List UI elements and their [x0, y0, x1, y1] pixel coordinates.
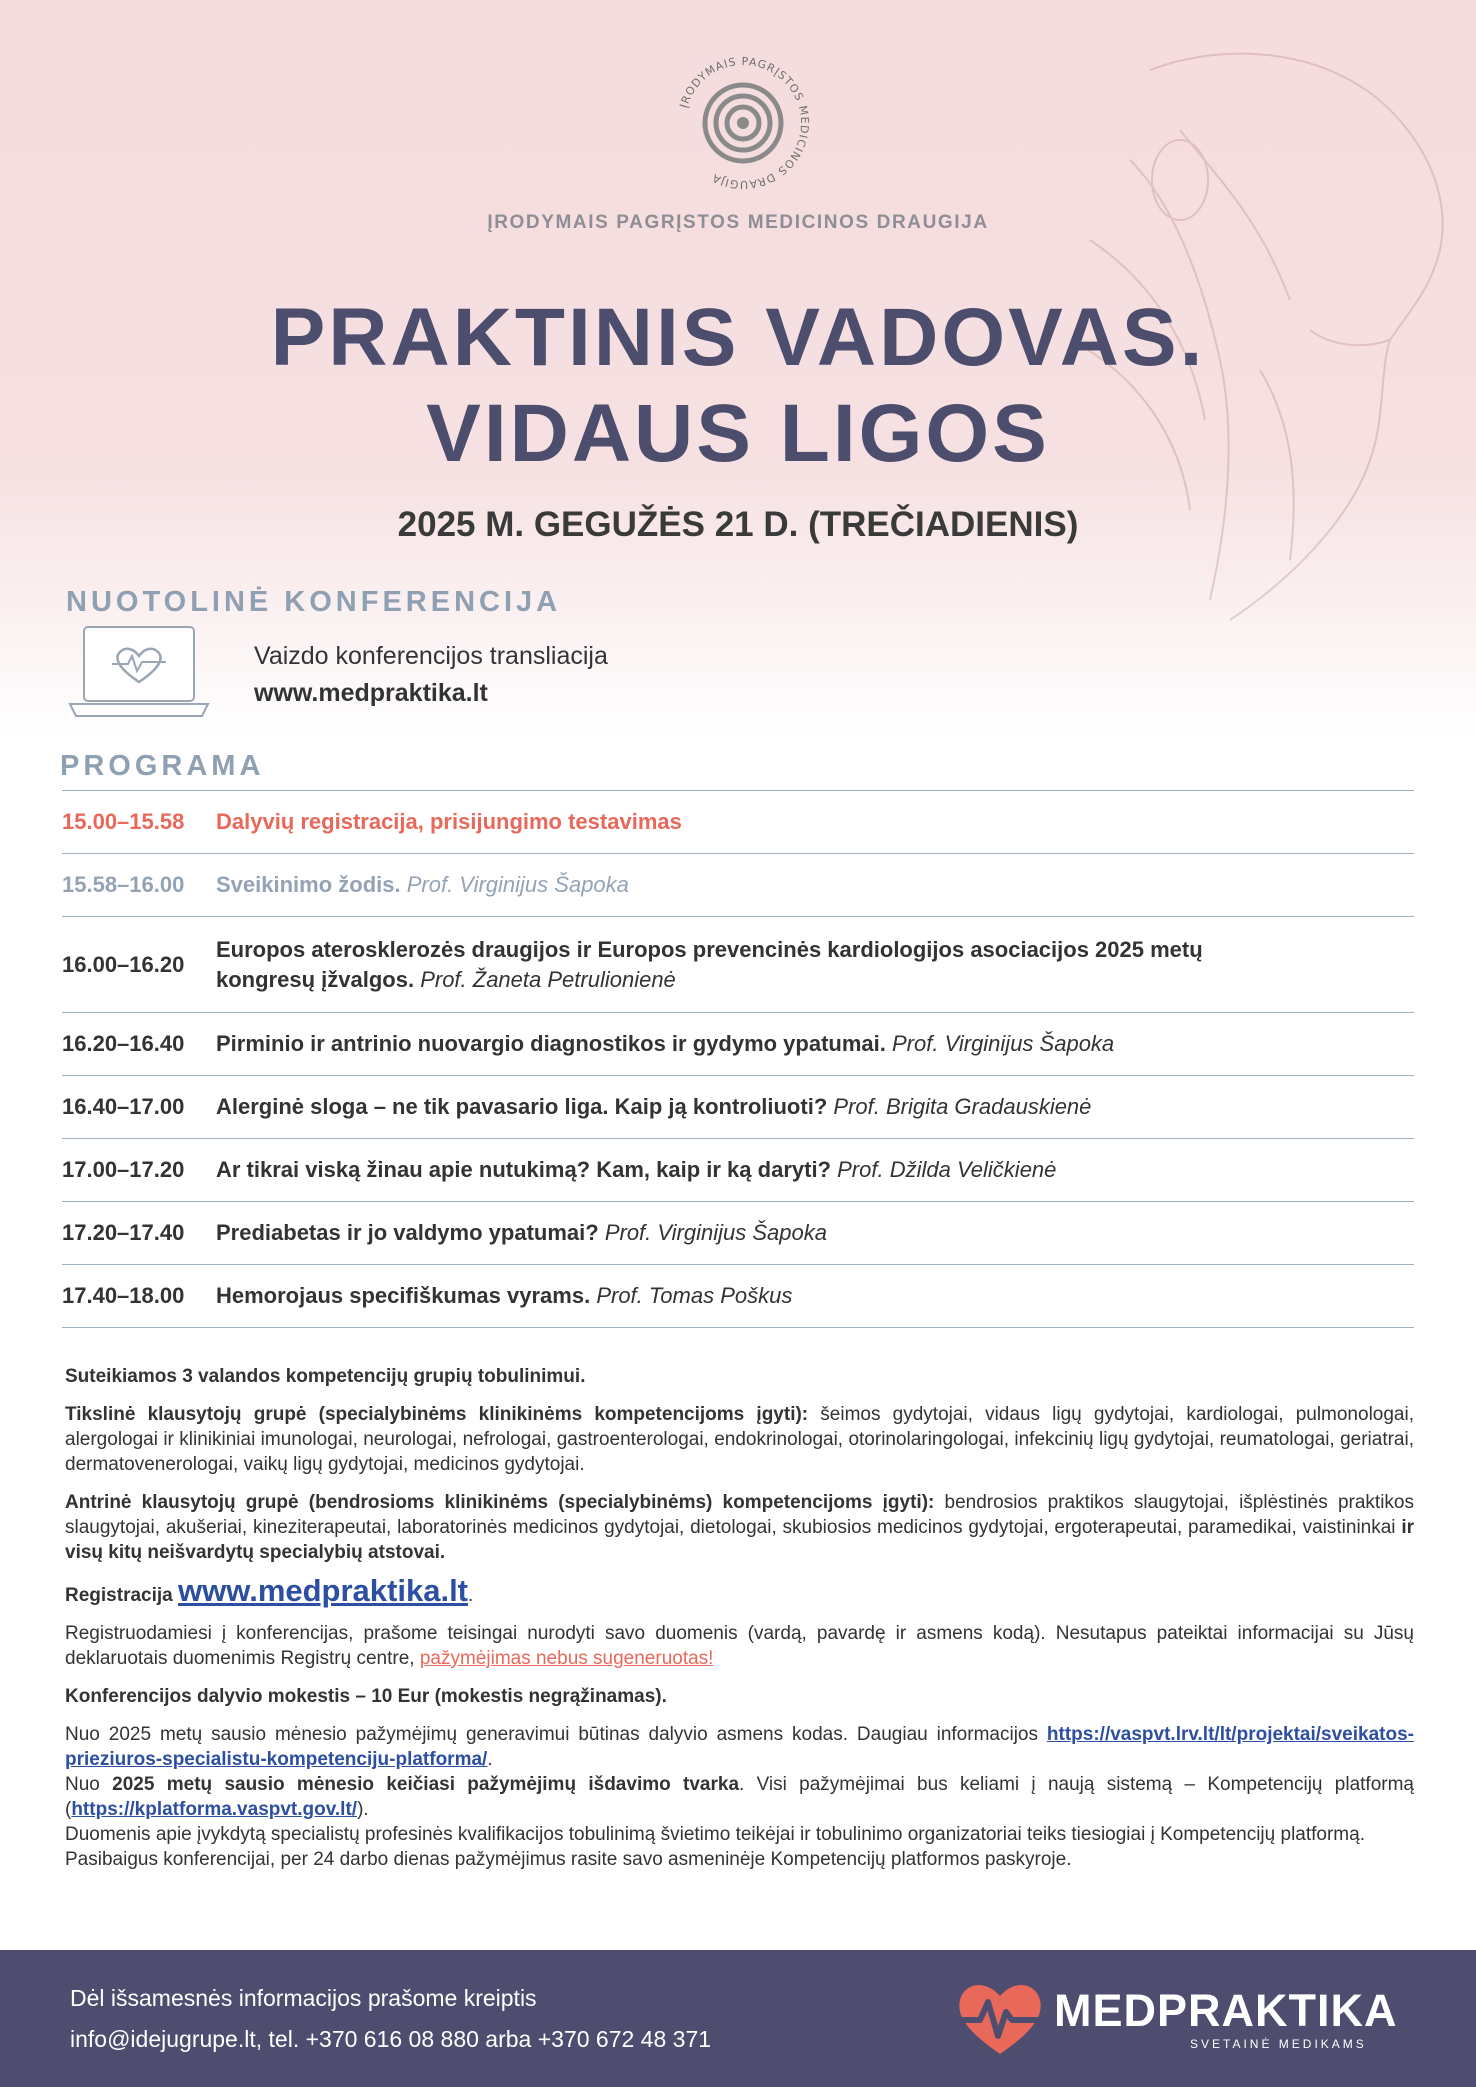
- footer-contact-intro: Dėl išsamesnės informacijos prašome kreiptis: [70, 1985, 537, 2011]
- program-title: Prediabetas ir jo valdymo ypatumai?: [216, 1220, 599, 1245]
- program-speaker: Prof. Džilda Veličkienė: [837, 1157, 1057, 1182]
- program-row: [62, 917, 1414, 1013]
- code-note: Nuo 2025 metų sausio mėnesio pažymėjimų generavimui būtinas dalyvio asmens kodas. Daugiau informacijos https://vaspvt.lrv.lt/lt/projektai/sveikatos-prieziuros-specialistu-kompetenciju-platforma/.: [65, 1724, 1414, 1770]
- platform-link[interactable]: https://kplatforma.vaspvt.gov.lt/: [71, 1799, 358, 1820]
- register-note-text: Registruodamiesi į konferencijas, prašome teisingai nurodyti savo duomenis (vardą, pavardę ir asmens kodą). Nesutapus pateiktai informacijai su Jūsų deklaruotais duomenimis Registrų centre,: [65, 1623, 1414, 1669]
- program-title: Alerginė sloga – ne tik pavasario liga. Kaip ją kontroliuoti?: [216, 1094, 828, 1119]
- code-link[interactable]: https://vaspvt.lrv.lt/lt/projektai/sveikatos-prieziuros-specialistu-kompetenciju-platforma/: [65, 1724, 1414, 1770]
- fee-note: Konferencijos dalyvio mokestis – 10 Eur (mokestis negrąžinamas).: [65, 1686, 667, 1707]
- registration-link[interactable]: www.medpraktika.lt: [178, 1573, 469, 1608]
- change-bold: 2025 metų sausio mėnesio keičiasi pažymėjimų išdavimo tvarka: [112, 1774, 740, 1795]
- program-time: 15.00–15.58: [62, 809, 185, 834]
- program-row: [62, 1265, 1414, 1328]
- program-speaker: Prof. Žaneta Petrulionienė: [420, 966, 676, 992]
- target-group-label: Tikslinė klausytojų grupė (specialybinėms klinikinėms kompetencijoms įgyti):: [65, 1404, 809, 1425]
- program-speaker: Prof. Virginijus Šapoka: [406, 872, 629, 897]
- target-group-text: šeimos gydytojai, vidaus ligų gydytojai, kardiologai, pulmonologai, alergologai ir klinikiniai imunologai, neurologai, nefrologai, gastroenterologai, endokrinologai, otorinolaringologai, infekcinių ligų gydytojai, reumatologai, geriatrai, dermatovenerologai, vaikų ligų gydytojai, medicinos gydytojai.: [65, 1404, 1414, 1475]
- footer-contacts[interactable]: info@idejugrupe.lt, tel. +370 616 08 880 arba +370 672 48 371: [70, 2026, 712, 2052]
- program-row: [62, 854, 1414, 917]
- heart-pulse-icon: [950, 1972, 1050, 2062]
- program-title: Ar tikrai viską žinau apie nutukimą? Kam, kaip ir ką daryti?: [216, 1157, 831, 1182]
- secondary-group: [65, 1490, 1414, 1565]
- secondary-group-text: bendrosios praktikos slaugytojai, išplėstinės praktikos slaugytojai, akušeriai, kineziterapeutai, laboratorinės medicinos gydytojai, dietologai, skubiosios medicinos gydytojai, ergoterapeutai, paramedikai, vaistininkai: [65, 1492, 1414, 1538]
- brand-tagline: SVETAINĖ MEDIKAMS: [1190, 2037, 1367, 2051]
- program-row: [62, 1139, 1414, 1202]
- brand-logo: MEDPRAKTIKA: [1054, 1985, 1398, 2036]
- hours-note: Suteikiamos 3 valandos kompetencijų grupių tobulinimui.: [65, 1366, 586, 1387]
- program-speaker: Prof. Virginijus Šapoka: [604, 1220, 827, 1245]
- change-prefix: Nuo: [65, 1774, 113, 1795]
- providers-note: Duomenis apie įvykdytą specialistų profesinės kvalifikacijos tobulinimą švietimo teikėjai ir tobulinimo organizatoriai teiks tiesiogiai į Kompetencijų platformą.: [65, 1824, 1365, 1845]
- society-logo: [668, 48, 818, 198]
- secondary-group-bold: ir visų kitų neišvardytų specialybių atstovai.: [65, 1517, 1414, 1563]
- program-row: [62, 791, 1414, 854]
- program-speaker: Prof. Virginijus Šapoka: [892, 1031, 1115, 1056]
- program-speaker: Prof. Brigita Gradauskienė: [833, 1094, 1092, 1119]
- program-time: 16.40–17.00: [62, 1094, 185, 1119]
- program-title: Hemorojaus specifiškumas vyrams.: [216, 1283, 591, 1308]
- conference-heading: NUOTOLINĖ KONFERENCIJA: [66, 586, 562, 618]
- change-end: ).: [357, 1799, 369, 1820]
- logo-ring-text: ĮRODYMAIS PAGRĮSTOS MEDICINOS DRAUGIJA: [677, 54, 812, 192]
- program-time: 15.58–16.00: [62, 872, 185, 897]
- program-title: Sveikinimo žodis.: [216, 872, 401, 897]
- title-line-1: PRAKTINIS VADOVAS.: [270, 292, 1206, 383]
- program-row: [62, 1013, 1414, 1076]
- organization-name: ĮRODYMAIS PAGRĮSTOS MEDICINOS DRAUGIJA: [487, 212, 989, 233]
- change-text: . Visi pažymėjimai bus keliami į naują sistemą – Kompetencijų platformą (: [65, 1774, 1414, 1820]
- program-title: Europos aterosklerozės draugijos ir Europos prevencinės kardiologijos asociacijos 2025 metų kongresų įžvalgos.: [216, 936, 1203, 992]
- title-line-2: VIDAUS LIGOS: [426, 388, 1050, 479]
- registration-period: .: [468, 1585, 474, 1606]
- laptop-heart-icon: [68, 624, 210, 719]
- page-title: [0, 290, 1476, 482]
- program-time: 16.20–16.40: [62, 1031, 185, 1056]
- register-warning: pažymėjimas nebus sugeneruotas!: [419, 1648, 714, 1669]
- program-title: Pirminio ir antrinio nuovargio diagnostikos ir gydymo ypatumai.: [216, 1031, 886, 1056]
- program-time: 17.40–18.00: [62, 1283, 185, 1308]
- program-speaker: Prof. Tomas Poškus: [596, 1283, 793, 1308]
- after-note: Pasibaigus konferencijai, per 24 darbo dienas pažymėjimus rasite savo asmeninėje Kompetencijų platformos paskyroje.: [65, 1849, 1072, 1870]
- registration: [65, 1573, 1414, 1608]
- code-note-text: Nuo 2025 metų sausio mėnesio pažymėjimų generavimui būtinas dalyvio asmens kodas. Daugiau informacijos: [65, 1724, 1047, 1745]
- change-note: [65, 1772, 1414, 1822]
- target-group: [65, 1402, 1414, 1477]
- event-date: 2025 M. GEGUŽĖS 21 D. (TREČIADIENIS): [397, 505, 1079, 544]
- program-title: Dalyvių registracija, prisijungimo testavimas: [216, 809, 682, 834]
- program-time: 17.20–17.40: [62, 1220, 185, 1245]
- secondary-group-label: Antrinė klausytojų grupė (bendrosioms klinikinėms (specialybinėms) kompetencijoms įgyti):: [65, 1492, 935, 1513]
- program-row: [62, 1202, 1414, 1265]
- program-table: [62, 790, 1414, 1328]
- conference-website[interactable]: www.medpraktika.lt: [254, 679, 488, 707]
- program-time: 17.00–17.20: [62, 1157, 185, 1182]
- program-heading: PROGRAMA: [60, 750, 265, 782]
- program-time: 16.00–16.20: [62, 951, 185, 977]
- conference-type: Vaizdo konferencijos transliacija: [254, 642, 608, 670]
- info-section: [65, 1364, 1414, 1872]
- registration-label: Registracija: [65, 1585, 173, 1606]
- program-row: [62, 1076, 1414, 1139]
- register-note: [65, 1621, 1414, 1671]
